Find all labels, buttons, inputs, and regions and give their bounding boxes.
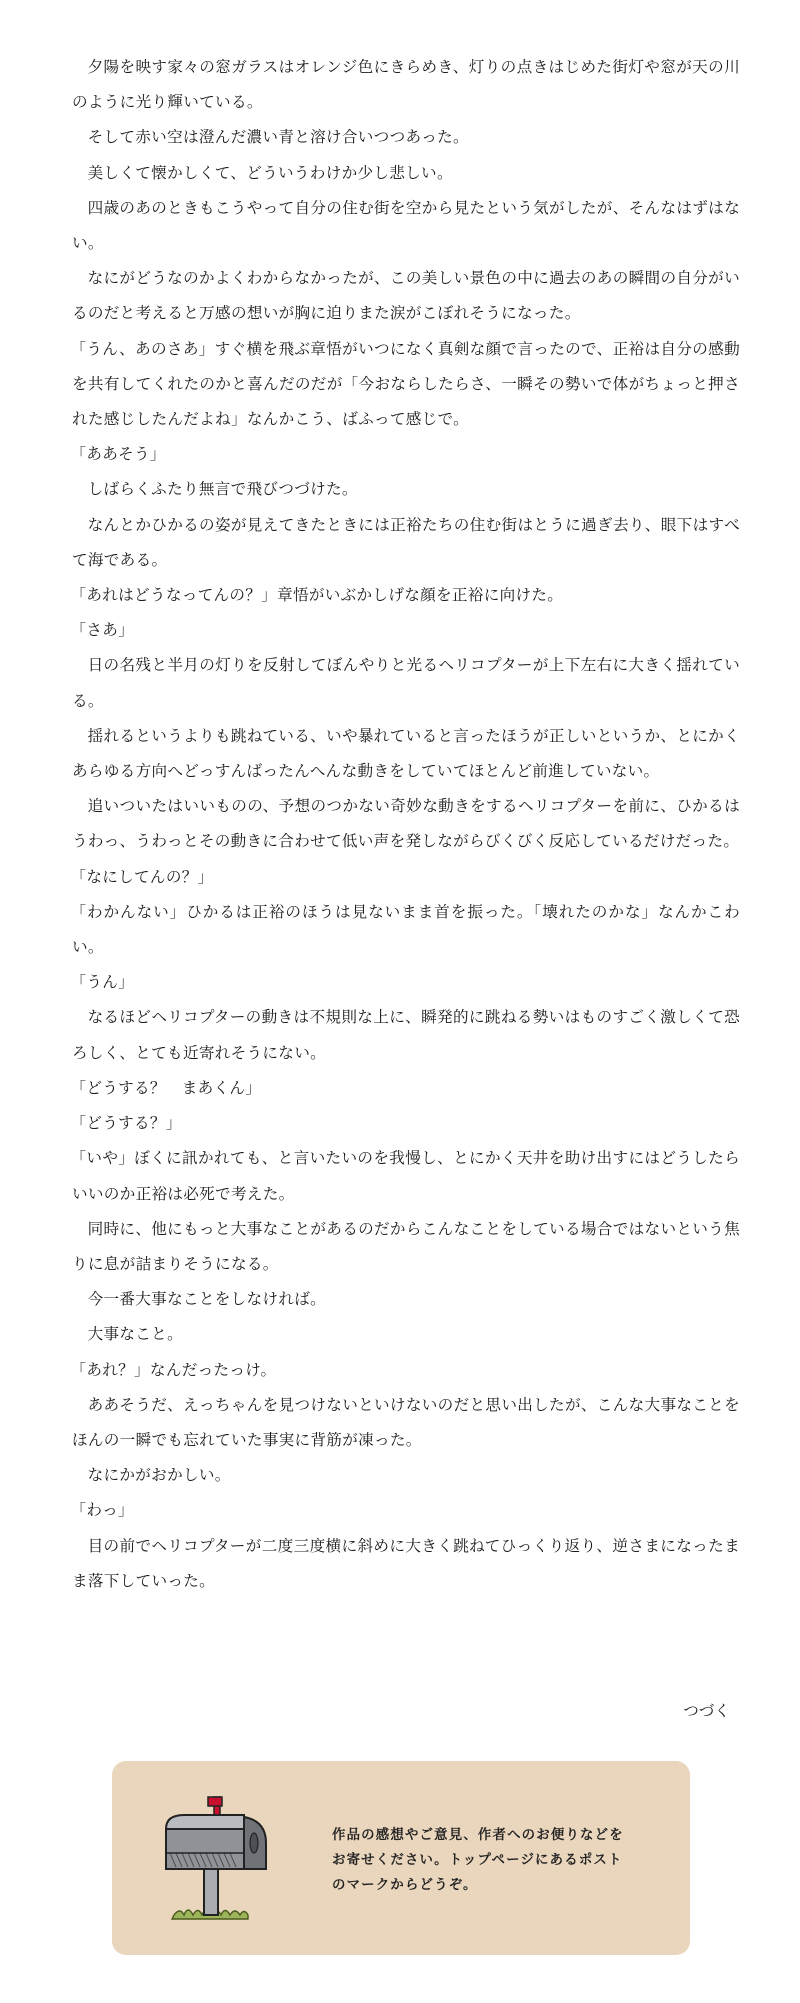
story-paragraph: 四歳のあのときもこうやって自分の住む街を空から見たという気がしたが、そんなはずはない。 <box>72 198 740 253</box>
story-paragraph: なにがどうなのかよくわからなかったが、この美しい景色の中に過去のあの瞬間の自分がいるのだと考えると万感の想いが胸に迫りまた涙がこぼれそうになった。 <box>72 269 740 323</box>
mailbox-icon <box>156 1787 276 1927</box>
notice-line: のマークからどうぞ。 <box>332 1878 478 1893</box>
story-paragraph: 今一番大事なことをしなければ。 <box>87 1290 327 1309</box>
story-paragraph: 「あれはどうなってんの？」章悟がいぶかしげな顔を正裕に向けた。 <box>70 586 564 605</box>
story-paragraph: 「どうする？」 <box>70 1114 182 1133</box>
story-paragraph: なるほどヘリコプターの動きは不規則な上に、瞬発的に跳ねる勢いはものすごく激しくて恐ろしく、とても近寄れそうにない。 <box>72 1008 740 1062</box>
story-paragraph: 目の前でヘリコプターが二度三度横に斜めに大きく跳ねてひっくり返り、逆さまになったまま落下していった。 <box>72 1536 740 1590</box>
notice-line: 作品の感想やご意見、作者へのお便りなどを <box>332 1828 624 1843</box>
story-paragraph: 「わっ」 <box>70 1501 134 1520</box>
continued-label: つづく <box>683 1702 730 1720</box>
story-paragraph: 美しくて懐かしくて、どういうわけか少し悲しい。 <box>87 163 453 182</box>
story-paragraph: 「なにしてんの？」 <box>70 867 214 886</box>
story-paragraph: なんとかひかるの姿が見えてきたときには正裕たちの住む街はとうに過ぎ去り、眼下はすべて海である。 <box>72 515 740 569</box>
story-paragraph: 大事なこと。 <box>87 1325 183 1344</box>
story-paragraph: 「うん、あのさあ」すぐ横を飛ぶ章悟がいつになく真剣な顔で言ったので、正裕は自分の感動を共有してくれたのかと喜んだのだが「今おならしたらさ、一瞬その勢いで体がちょっと押された感じしたんだよね」なんかこう、ばふって感じで。 <box>70 339 740 429</box>
story-paragraph: 「どうする？ まあくん」 <box>70 1078 262 1097</box>
story-paragraph: 「あれ？」なんだったっけ。 <box>70 1360 277 1379</box>
story-paragraph: そして赤い空は澄んだ濃い青と溶け合いつつあった。 <box>87 128 469 147</box>
story-paragraph: 「うん」 <box>70 973 135 992</box>
story-paragraph: 「さあ」 <box>70 621 135 640</box>
story-paragraph: 「わかんない」ひかるは正裕のほうは見ないまま首を振った。「壊れたのかな」なんかこわい。 <box>70 902 740 957</box>
story-paragraph: 日の名残と半月の灯りを反射してぼんやりと光るヘリコプターが上下左右に大きく揺れている。 <box>72 656 740 710</box>
story-paragraph: 追いついたはいいものの、予想のつかない奇妙な動きをするヘリコプターを前に、ひかるはうわっ、うわっとその動きに合わせて低い声を発しながらびくびく反応しているだけだった。 <box>72 797 740 851</box>
story-paragraph: ああそうだ、えっちゃんを見つけないといけないのだと思い出したが、こんな大事なことをほんの一瞬でも忘れていた事実に背筋が凍った。 <box>72 1395 740 1449</box>
story-paragraph: 同時に、他にもっと大事なことがあるのだからこんなことをしている場合ではないという焦りに息が詰まりそうになる。 <box>72 1219 740 1273</box>
story-body <box>72 50 740 1599</box>
story-paragraph: 揺れるというよりも跳ねている、いや暴れていると言ったほうが正しいというか、とにかくあらゆる方向へどっすんばったんへんな動きをしていてほとんど前進していない。 <box>72 726 740 781</box>
notice-line: お寄せください。トップページにあるポスト <box>332 1853 623 1868</box>
story-paragraph: 「ああそう」 <box>70 445 166 464</box>
notice-message <box>332 1823 662 1898</box>
feedback-notice <box>112 1761 690 1955</box>
story-paragraph: しばらくふたり無言で飛びつづけた。 <box>87 480 358 499</box>
story-paragraph: なにかがおかしい。 <box>87 1466 231 1485</box>
story-paragraph: 「いや」ぼくに訊かれても、と言いたいのを我慢し、とにかく天井を助け出すにはどうしたらいいのか正裕は必死で考えた。 <box>70 1149 740 1203</box>
story-paragraph: 夕陽を映す家々の窓ガラスはオレンジ色にきらめき、灯りの点きはじめた街灯や窓が天の川のように光り輝いている。 <box>72 58 740 112</box>
